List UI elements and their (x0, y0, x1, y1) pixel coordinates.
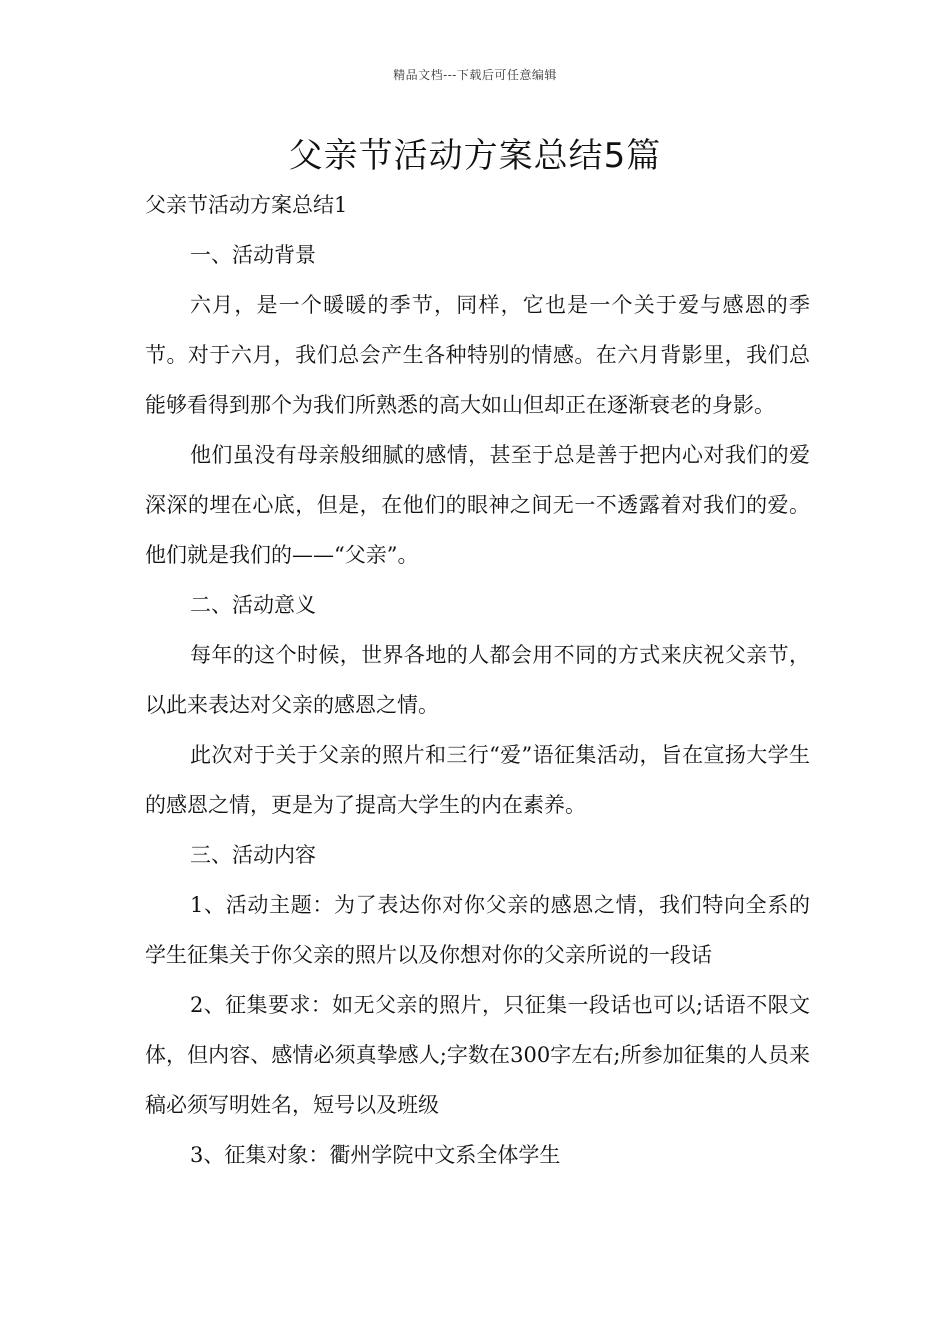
subheading-content: 三、活动内容 (190, 843, 316, 867)
list-item: 2、征集要求：如无父亲的照片，只征集一段话也可以;话语不限文体，但内容、感情必须真挚感人;字数在300字左右;所参加征集的人员来稿必须写明姓名，短号以及班级 (145, 993, 810, 1117)
header-note: 精品文档---下载后可任意编辑 (393, 68, 557, 82)
list-item: 1、活动主题：为了表达你对你父亲的感恩之情，我们特向全系的学生征集关于你父亲的照片以及你想对你的父亲所说的一段话 (145, 893, 810, 967)
paragraph: 他们虽没有母亲般细腻的感情，甚至于总是善于把内心对我们的爱深深的埋在心底，但是，在他们的眼神之间无一不透露着对我们的爱。他们就是我们的——“父亲”。 (145, 443, 810, 567)
paragraph: 此次对于关于父亲的照片和三行“爱”语征集活动，旨在宣扬大学生的感恩之情，更是为了提高大学生的内在素养。 (145, 743, 810, 817)
subheading-background: 一、活动背景 (190, 243, 316, 267)
section-heading: 父亲节活动方案总结1 (145, 193, 348, 217)
document-body (145, 180, 810, 1180)
subheading-significance: 二、活动意义 (190, 593, 316, 617)
document-title: 父亲节活动方案总结5篇 (288, 136, 662, 176)
paragraph: 六月，是一个暖暖的季节，同样，它也是一个关于爱与感恩的季节。对于六月，我们总会产生各种特别的情感。在六月背影里，我们总能够看得到那个为我们所熟悉的高大如山但却正在逐渐衰老的身影。 (145, 293, 810, 417)
paragraph: 每年的这个时候，世界各地的人都会用不同的方式来庆祝父亲节，以此来表达对父亲的感恩之情。 (145, 643, 810, 717)
list-item: 3、征集对象：衢州学院中文系全体学生 (190, 1143, 561, 1167)
